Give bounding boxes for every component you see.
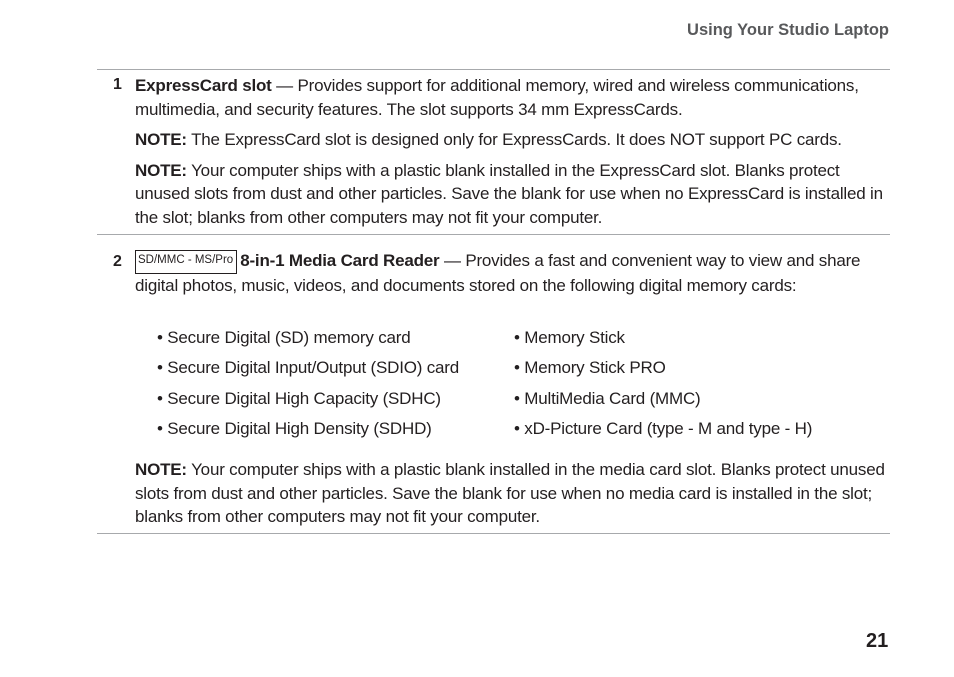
- list-item: • Memory Stick: [514, 328, 625, 347]
- expresscard-desc-text: — Provides support for additional memory, wired and wireless communications, multimedia, and security features. The slot supports 34 mm ExpressCards.: [135, 76, 859, 119]
- list-item: • Secure Digital High Density (SDHD): [157, 419, 432, 438]
- list-item: • Memory Stick PRO: [514, 358, 666, 377]
- note-text: The ExpressCard slot is designed only for ExpressCards. It does NOT support PC cards.: [186, 130, 842, 149]
- note-text: Your computer ships with a plastic blank installed in the media card slot. Blanks protect unused slots from dust and other particles. Save the blank for use when no media card is installed in the slot; blanks from other computers may not fit your computer.: [135, 460, 885, 526]
- bottom-divider: [97, 533, 890, 534]
- middle-divider: [97, 234, 890, 235]
- media-card-reader-term: 8-in-1 Media Card Reader: [240, 251, 440, 270]
- media-card-reader-description: [135, 249, 885, 298]
- media-card-reader-section: [135, 249, 885, 298]
- expresscard-note-1: [135, 128, 885, 152]
- expresscard-description: [135, 74, 885, 121]
- media-card-note: [135, 458, 885, 529]
- list-item: • Secure Digital (SD) memory card: [157, 328, 411, 347]
- list-item: • Secure Digital Input/Output (SDIO) card: [157, 358, 459, 377]
- list-item: • MultiMedia Card (MMC): [514, 389, 701, 408]
- running-header: Using Your Studio Laptop: [687, 21, 889, 39]
- note-text: Your computer ships with a plastic blank installed in the ExpressCard slot. Blanks protect unused slots from dust and other particles. Save the blank for use when no ExpressCard is installed in the slot; blanks from other computers may not fit your computer.: [135, 160, 883, 227]
- expresscard-note-2: [135, 159, 885, 230]
- note-label: NOTE:: [135, 130, 187, 149]
- note-label: NOTE:: [135, 460, 187, 479]
- item-number-2: 2: [113, 253, 122, 270]
- list-item: • xD-Picture Card (type - M and type - H): [514, 419, 813, 438]
- media-card-note-text: [135, 458, 885, 529]
- top-divider: [97, 69, 890, 70]
- media-card-reader-desc-text: — Provides a fast and convenient way to view and share digital photos, music, videos, and documents stored on the following digital memory cards:: [135, 251, 861, 295]
- media-card-slot-label: SD/MMC - MS/Pro: [135, 250, 237, 274]
- page-number: 21: [866, 630, 889, 652]
- expresscard-term: ExpressCard slot: [135, 76, 272, 95]
- note-label: NOTE:: [135, 160, 187, 180]
- expresscard-section: [135, 74, 885, 229]
- item-number-1: 1: [113, 76, 122, 93]
- list-item: • Secure Digital High Capacity (SDHC): [157, 389, 441, 408]
